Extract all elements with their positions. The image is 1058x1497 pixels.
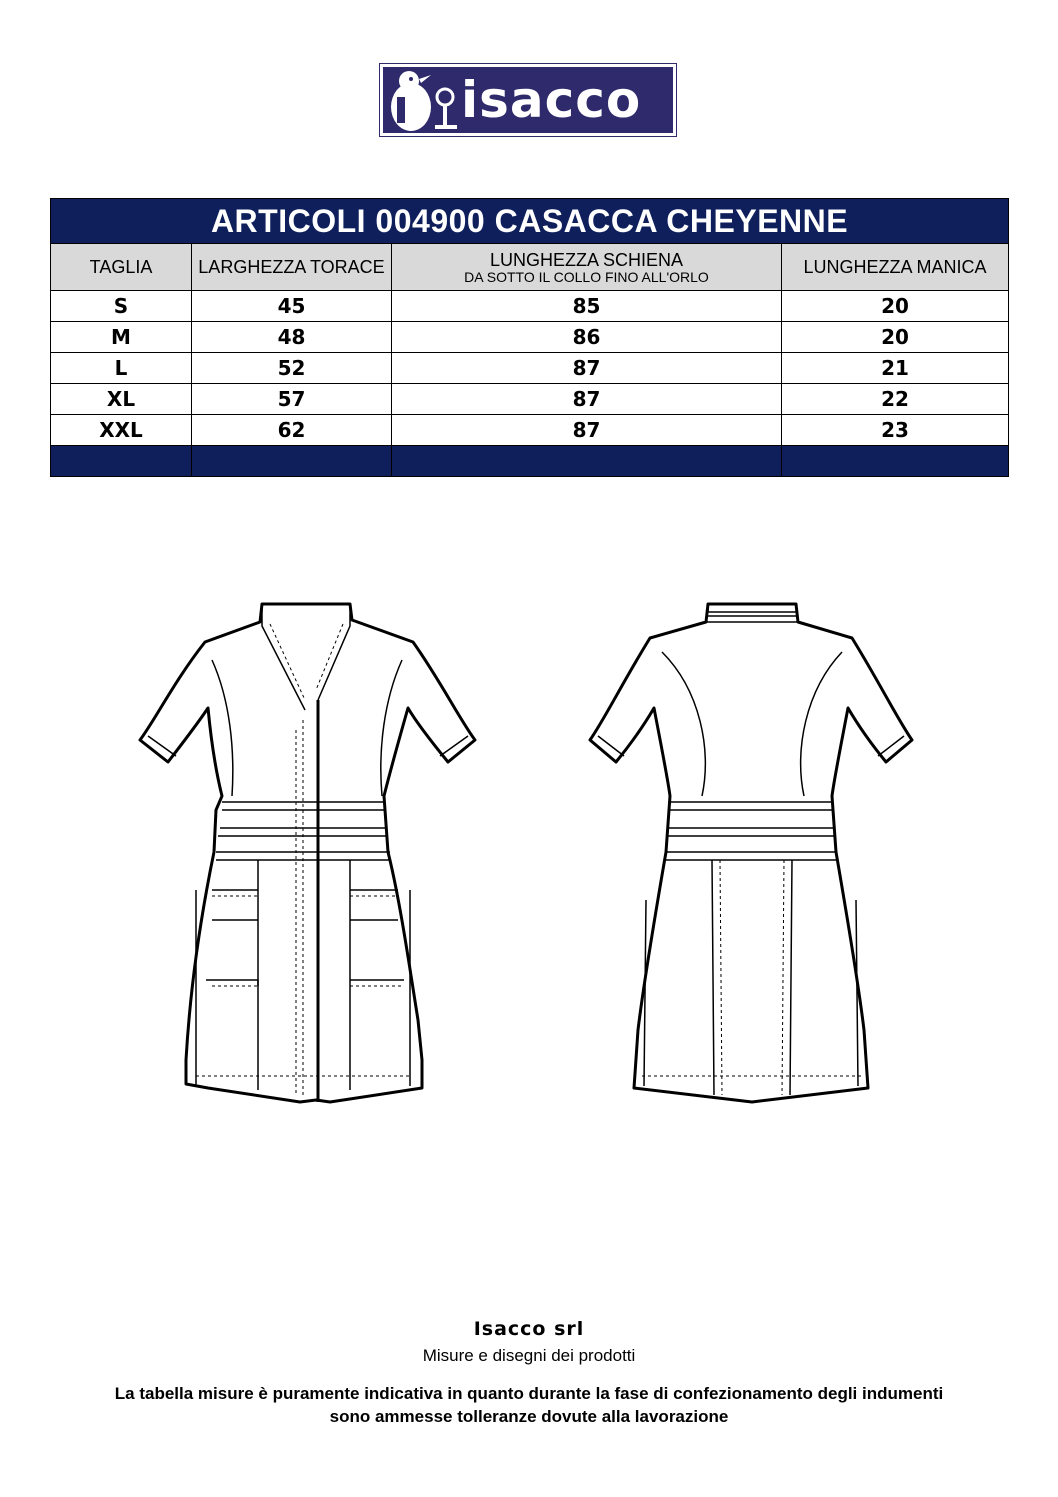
garment-drawings [0, 590, 1058, 1110]
footer-cell [192, 446, 392, 477]
footer-cell [782, 446, 1009, 477]
cell-back: 87 [392, 353, 782, 384]
logo-background [383, 67, 673, 133]
company-name: Isacco srl [473, 1318, 585, 1340]
isacco-logo [379, 63, 677, 137]
cell-chest: 48 [192, 322, 392, 353]
table-row [51, 384, 1009, 415]
header-sleeve: LUNGHEZZA MANICA [782, 244, 1009, 291]
page-footer [0, 1318, 1058, 1428]
cell-size: M [51, 322, 192, 353]
cell-sleeve: 23 [782, 415, 1009, 446]
footer-subtitle: Misure e disegni dei prodotti [422, 1346, 636, 1365]
header-back-label: LUNGHEZZA SCHIENA [489, 249, 684, 270]
cell-size: S [51, 291, 192, 322]
cell-back: 87 [392, 384, 782, 415]
table-row [51, 415, 1009, 446]
header-chest: LARGHEZZA TORACE [192, 244, 392, 291]
logo-brand-text: isacco [461, 71, 642, 129]
table-header-row [51, 244, 1009, 291]
cell-chest: 52 [192, 353, 392, 384]
cell-chest: 62 [192, 415, 392, 446]
cell-back: 86 [392, 322, 782, 353]
table-title-row [51, 199, 1009, 244]
cell-back: 85 [392, 291, 782, 322]
cell-sleeve: 22 [782, 384, 1009, 415]
cell-size: XL [51, 384, 192, 415]
header-back-note: DA SOTTO IL COLLO FINO ALL'ORLO [464, 268, 709, 285]
table-footer-row [51, 446, 1009, 477]
tunic-back-drawing [590, 604, 912, 1102]
cell-size: XXL [51, 415, 192, 446]
size-table [50, 198, 1009, 477]
header-size: TAGLIA [51, 244, 192, 291]
footer-cell [392, 446, 782, 477]
disclaimer-line: sono ammesse tolleranze dovute alla lavorazione [329, 1407, 729, 1426]
cell-back: 87 [392, 415, 782, 446]
cell-size: L [51, 353, 192, 384]
cell-chest: 57 [192, 384, 392, 415]
disclaimer [0, 1382, 1058, 1428]
table-row [51, 291, 1009, 322]
table-title: ARTICOLI 004900 CASACCA CHEYENNE [51, 199, 1009, 244]
cell-sleeve: 21 [782, 353, 1009, 384]
cell-sleeve: 20 [782, 291, 1009, 322]
cell-sleeve: 20 [782, 322, 1009, 353]
tunic-front-drawing [140, 604, 475, 1102]
header-back [392, 244, 782, 291]
disclaimer-line: La tabella misure è puramente indicativa in quanto durante la fase di confezionamento degli indumenti [114, 1384, 944, 1403]
footer-cell [51, 446, 192, 477]
table-row [51, 353, 1009, 384]
cell-chest: 45 [192, 291, 392, 322]
penguin-mascot-icon [383, 67, 463, 135]
table-row [51, 322, 1009, 353]
